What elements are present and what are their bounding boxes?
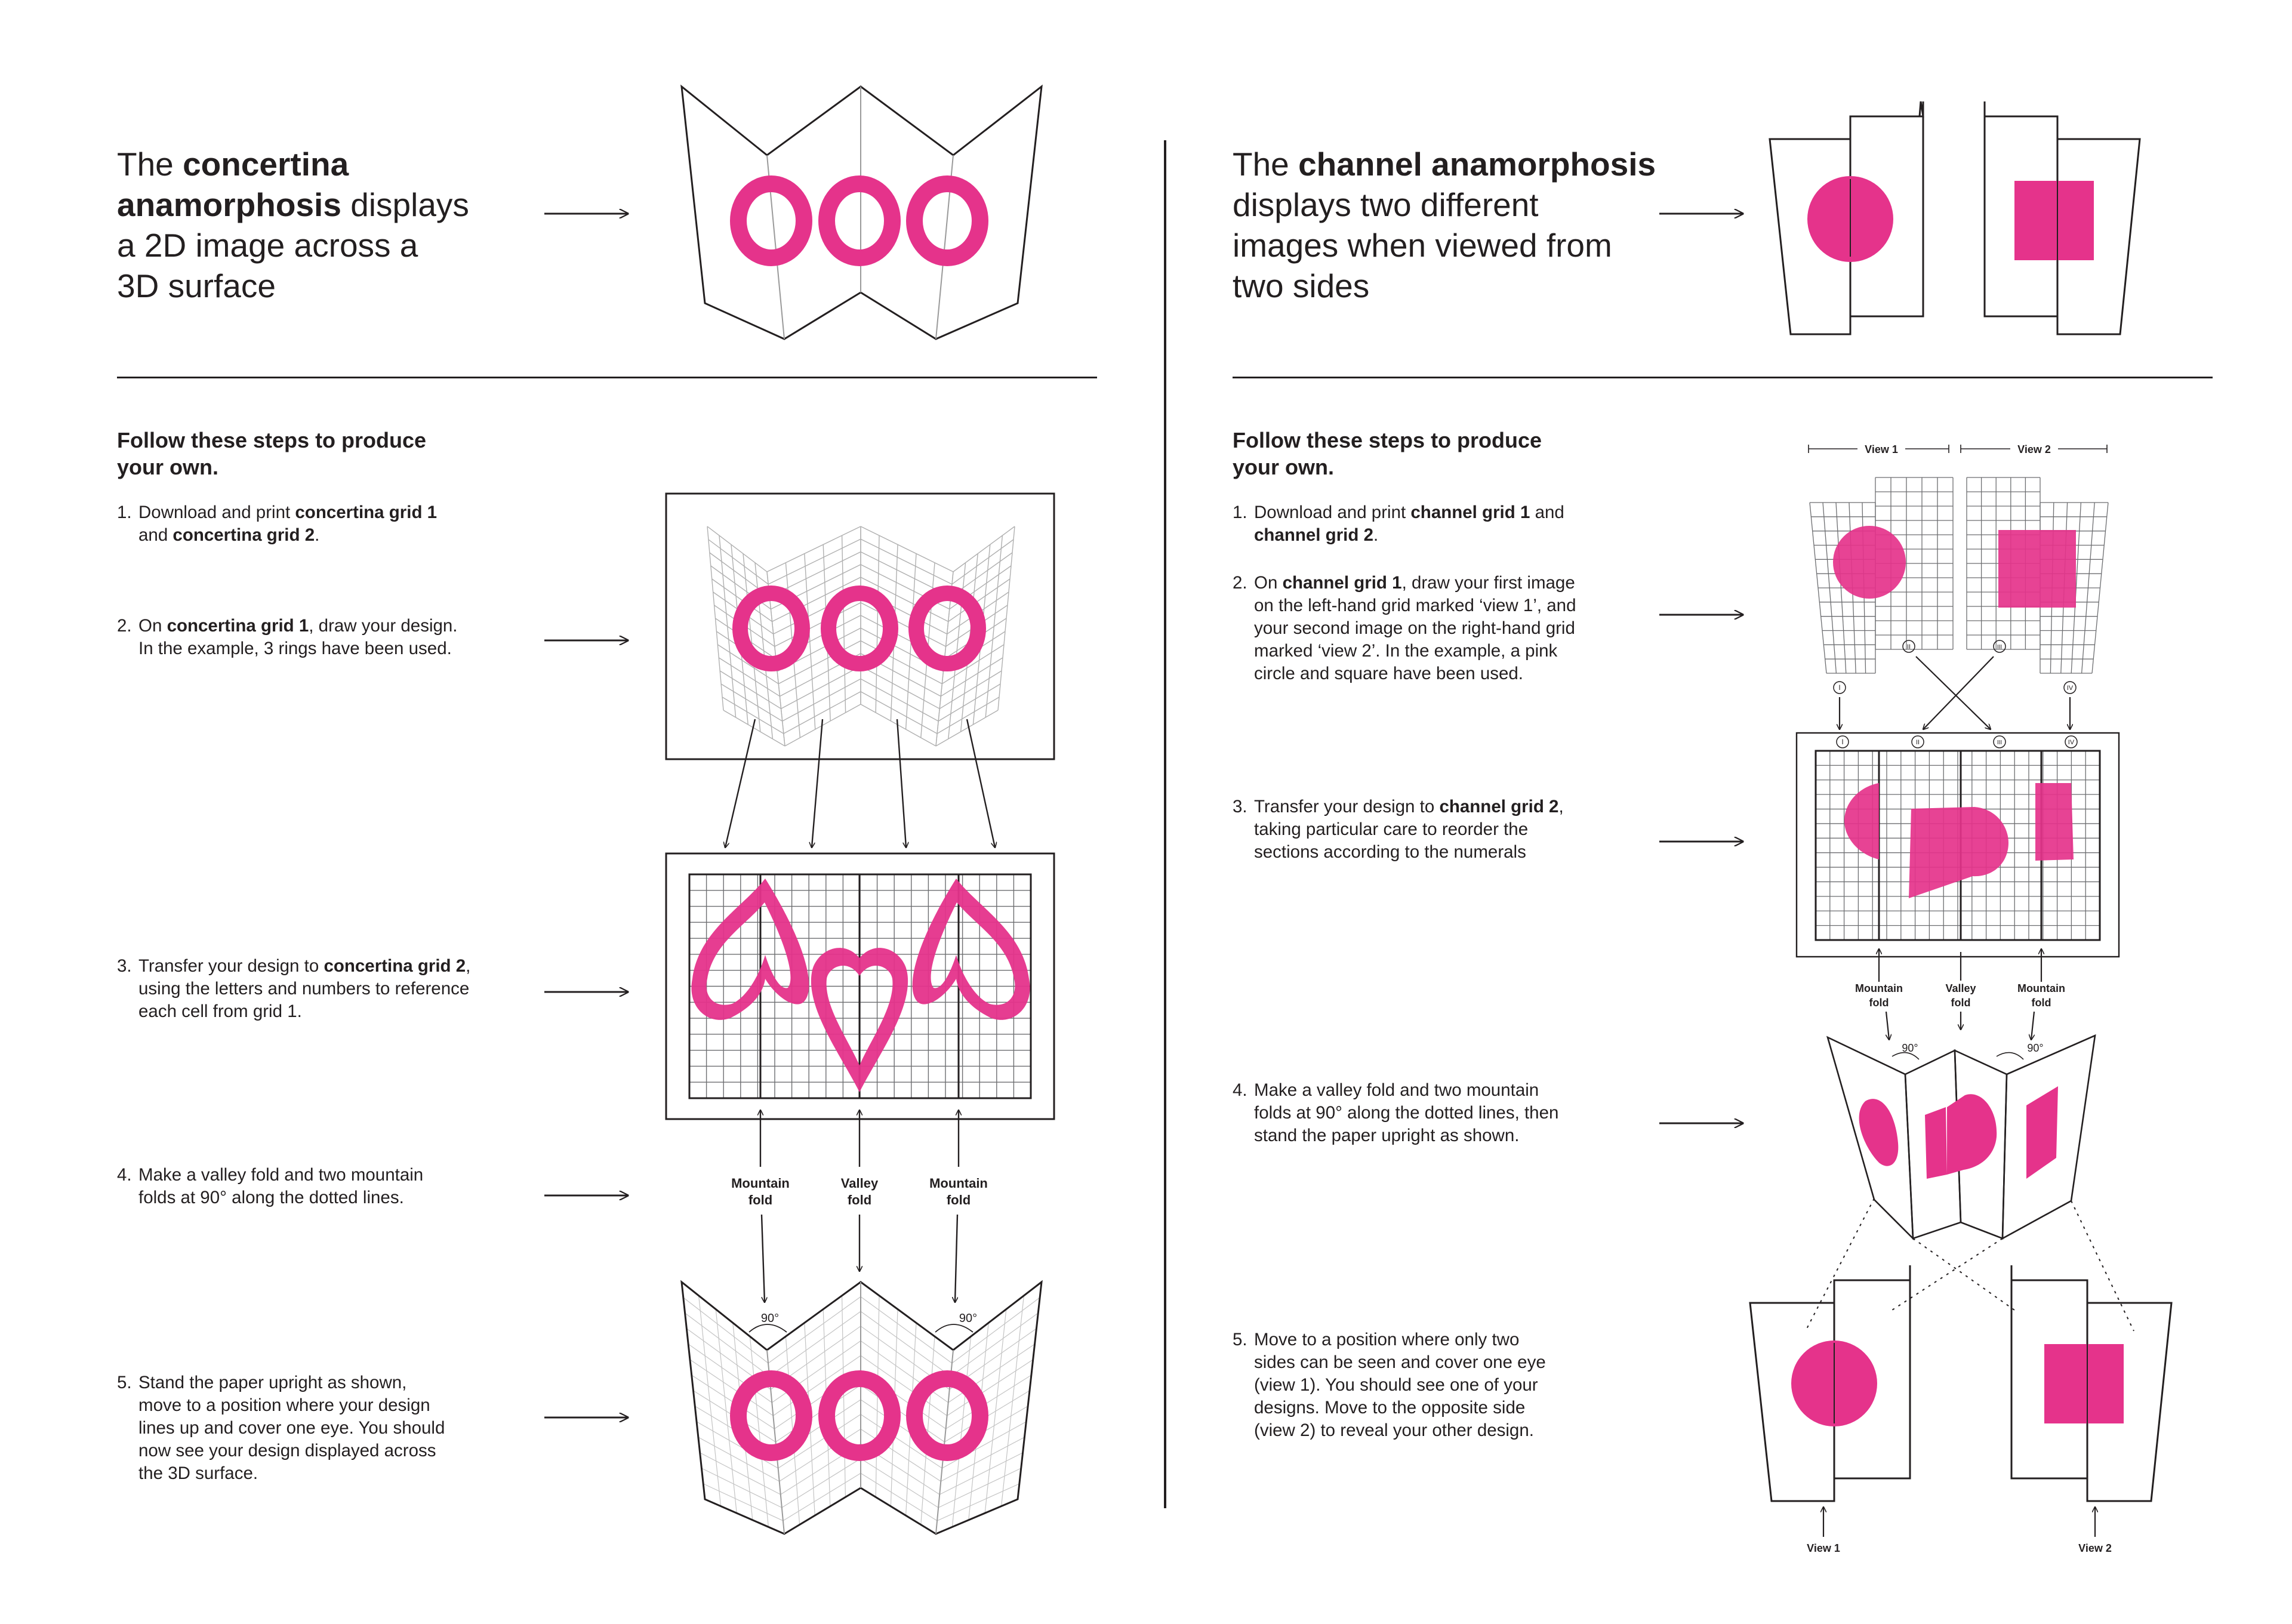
view-2-label-bottom: View 2 [2078, 1542, 2112, 1554]
numeral-3-bottom: III [1997, 739, 2003, 746]
pink-circle-grid1 [1833, 526, 1906, 599]
left-angle-1: 90° [760, 1312, 780, 1325]
right-step-3: 3. Transfer your design to channel grid 2, taking particular care to reorder the sections according to the numerals [1233, 797, 1564, 862]
numeral-1-bottom: I [1841, 738, 1844, 746]
left-step-3: 3. Transfer your design to concertina grid 2, using the letters and numbers to reference each cell from grid 1. [117, 956, 471, 1021]
concertina-grid-1-shape [707, 526, 1015, 746]
left-fold-label-1: Mountain fold [731, 1176, 790, 1207]
right-fold-label-3: Mountain fold [2017, 982, 2065, 1009]
right-step-2: 2. On channel grid 1, draw your first image on the left-hand grid marked ‘view 1’, and your second image on the right-hand grid marked ‘view 2’. In the example, a pink circle and square have been used. [1233, 573, 1576, 683]
right-step-5: 5. Move to a position where only two sides can be seen and cover one eye (view 1). You should see one of your designs. Move to the opposite side (view 2) to reveal your other design. [1233, 1330, 1546, 1440]
numeral-3-top: III [1997, 644, 2003, 651]
right-angle-1: 90° [1902, 1042, 1918, 1054]
numerals-grid2 [1837, 736, 2077, 748]
pink-square-top [2014, 181, 2094, 260]
channel-folded-shapes [1859, 1086, 2058, 1179]
heart-right [913, 879, 1030, 1020]
left-steps-heading: Follow these steps to produce your own. [117, 428, 427, 479]
view-labels [1809, 445, 2107, 453]
left-step-5: 5. Stand the paper upright as shown, move to a position where your design lines up and cover one eye. You should now see your design displayed across the 3D surface. [117, 1373, 445, 1483]
heart-shapes [691, 879, 1030, 1092]
right-angle-2: 90° [2027, 1042, 2044, 1054]
left-step-1: 1. Download and print concertina grid 1 and concertina grid 2. [117, 503, 438, 545]
pink-square-grid1 [1998, 530, 2076, 608]
left-title: The concertina anamorphosis displays a 2D image across a 3D surface [117, 146, 469, 304]
left-fold-label-3: Mountain fold [929, 1176, 988, 1207]
view-1-label-top: View 1 [1865, 443, 1898, 455]
view-1-label-bottom: View 1 [1807, 1542, 1840, 1554]
concertina-grid-1-frame [666, 494, 1054, 759]
right-step-4: 4. Make a valley fold and two mountain folds at 90° along the dotted lines, then stand the paper upright as shown. [1233, 1080, 1559, 1145]
right-step-1: 1. Download and print channel grid 1 and channel grid 2. [1233, 503, 1564, 545]
numeral-2-top: II [1906, 643, 1911, 651]
left-step-2: 2. On concertina grid 1, draw your design. In the example, 3 rings have been used. [117, 616, 458, 658]
right-title: The channel anamorphosis displays two different images when viewed from two sides [1233, 146, 1656, 304]
numerals-grid1 [1834, 640, 2076, 694]
numeral-4-top: IV [2066, 685, 2074, 692]
right-fold-label-1: Mountain fold [1855, 982, 1903, 1009]
numeral-4-bottom: IV [2068, 739, 2075, 746]
right-fold-label-2: Valley fold [1945, 982, 1976, 1009]
numeral-2-bottom: II [1915, 739, 1920, 746]
left-step-4: 4. Make a valley fold and two mountain folds at 90° along the dotted lines. [117, 1165, 424, 1207]
rings-top [738, 184, 980, 258]
numeral-1-top: I [1838, 683, 1841, 692]
pink-square-bottom [2044, 1344, 2124, 1423]
view-2-label-top: View 2 [2017, 443, 2051, 455]
heart-left [691, 879, 809, 1020]
left-fold-label-2: Valley fold [840, 1176, 879, 1207]
left-angle-2: 90° [959, 1312, 978, 1325]
right-steps-heading: Follow these steps to produce your own. [1233, 428, 1542, 479]
